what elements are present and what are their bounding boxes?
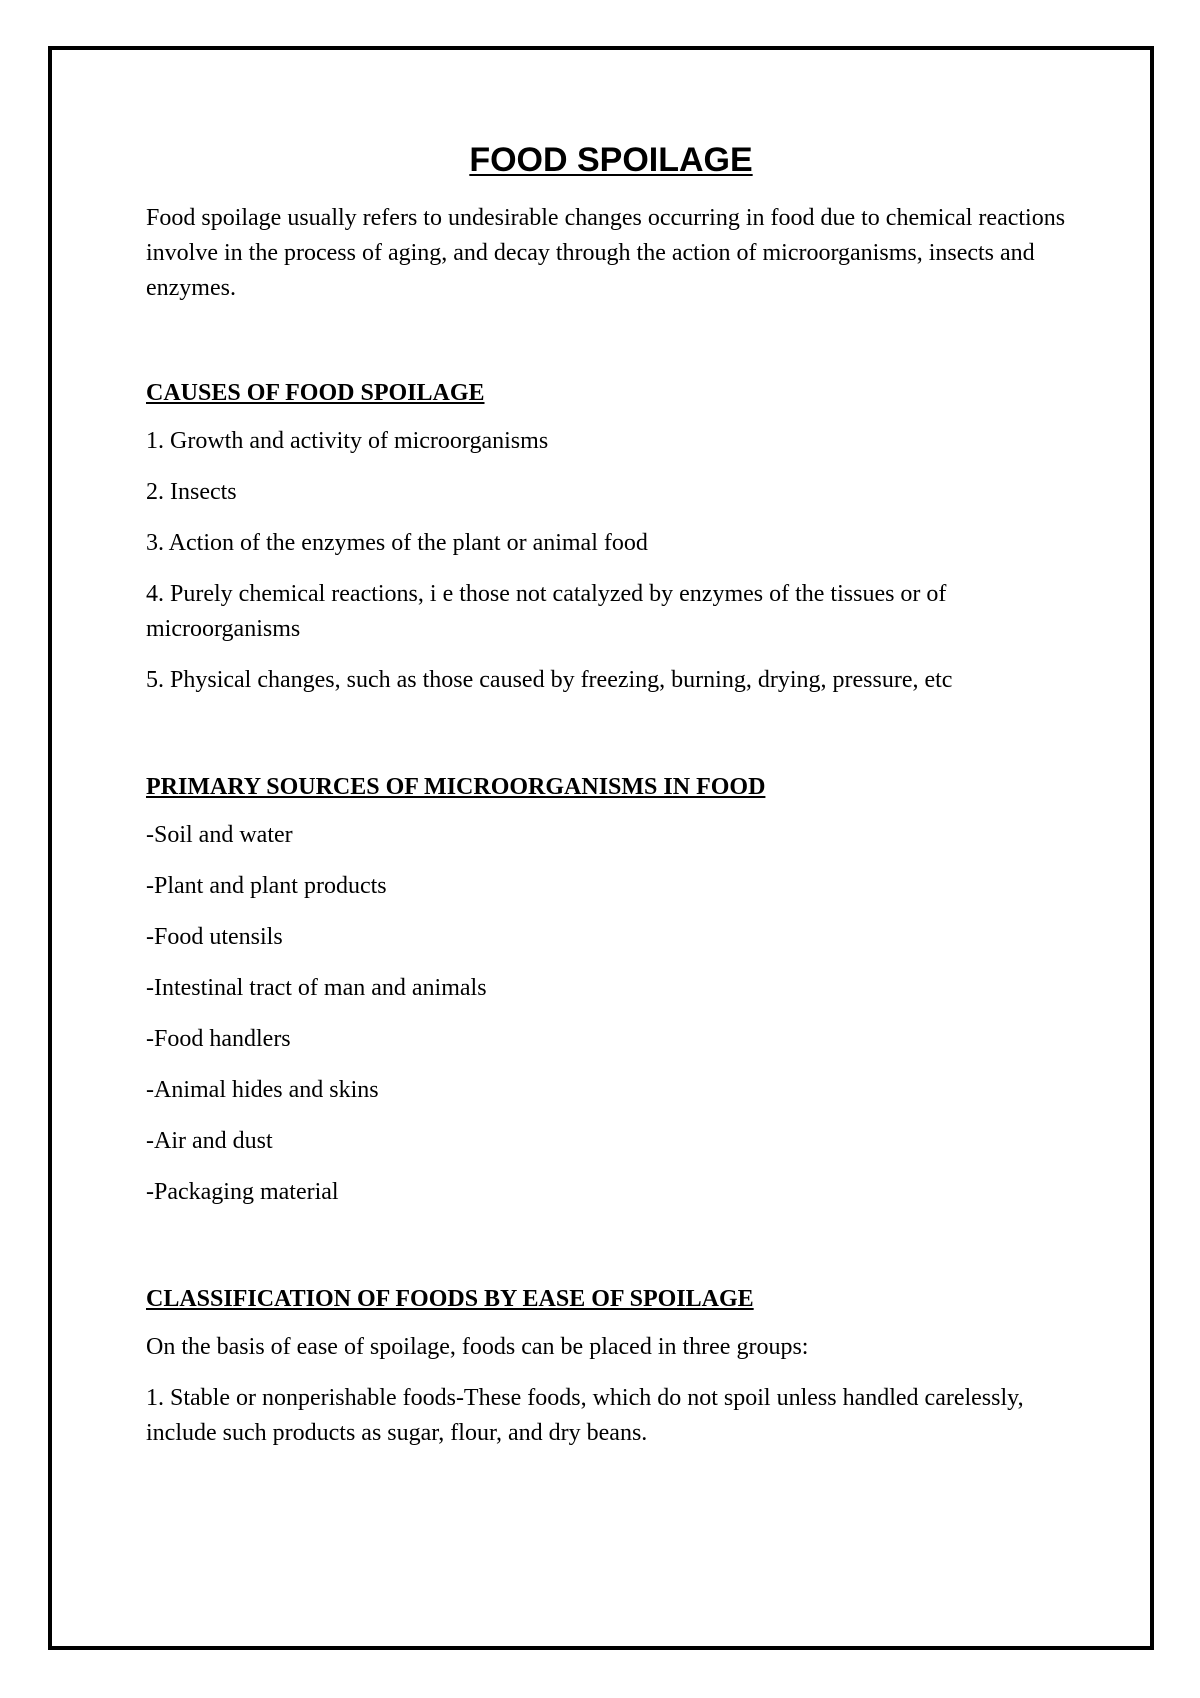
intro-paragraph: Food spoilage usually refers to undesirable changes occurring in food due to chemical reactions involve in the process of aging, and decay through the action of microorganisms, insects and enzymes.: [146, 204, 1066, 301]
sources-item: -Food utensils: [146, 923, 283, 950]
causes-item: 5. Physical changes, such as those caused by freezing, burning, drying, pressure, etc: [146, 666, 953, 693]
causes-item: 1. Growth and activity of microorganisms: [146, 427, 549, 454]
sources-item: -Soil and water: [146, 821, 293, 848]
document-body: [146, 140, 1076, 1467]
section-spacer: [146, 1226, 1076, 1282]
page-title: FOOD SPOILAGE: [469, 141, 753, 179]
sources-item: -Packaging material: [146, 1178, 339, 1205]
causes-item: 3. Action of the enzymes of the plant or animal food: [146, 529, 648, 556]
sources-item: -Intestinal tract of man and animals: [146, 974, 487, 1001]
causes-item: 2. Insects: [146, 478, 237, 505]
classification-heading: CLASSIFICATION OF FOODS BY EASE OF SPOILAGE: [146, 1285, 754, 1312]
sources-item: -Plant and plant products: [146, 872, 387, 899]
sources-section: [146, 770, 1076, 1210]
causes-item: 4. Purely chemical reactions, i e those not catalyzed by enzymes of the tissues or of microorganisms: [146, 580, 947, 642]
classification-item: 1. Stable or nonperishable foods-These foods, which do not spoil unless handled carelessly, include such products as sugar, flour, and dry beans.: [146, 1384, 1024, 1446]
sources-heading: PRIMARY SOURCES OF MICROORGANISMS IN FOOD: [146, 773, 766, 800]
section-spacer: [146, 714, 1076, 770]
causes-section: [146, 376, 1076, 698]
sources-item: -Air and dust: [146, 1127, 273, 1154]
sources-item: -Animal hides and skins: [146, 1076, 379, 1103]
sources-item: -Food handlers: [146, 1025, 291, 1052]
causes-heading: CAUSES OF FOOD SPOILAGE: [146, 379, 485, 406]
classification-intro: On the basis of ease of spoilage, foods can be placed in three groups:: [146, 1333, 809, 1360]
classification-section: [146, 1282, 1076, 1451]
